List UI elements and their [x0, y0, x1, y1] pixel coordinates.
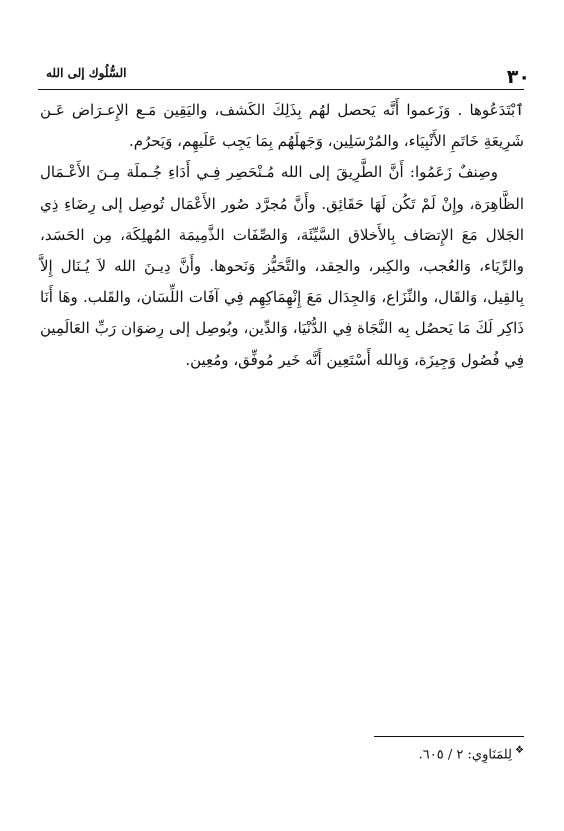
footnote	[419, 745, 524, 762]
main-text	[40, 95, 524, 376]
footnote-rule	[374, 736, 524, 737]
paragraph: ٱبْتَدَعُوها . وَزَعموا أَنَّه يَحصل لهُم بِذَلِكَ الكَشف، واليَقِين مَـع الإِعـرَاض عَـن شَرِيعَةِ خَاتَمِ الأَنْبِيَاء، والمُرْسَلِين، وَجَهلَهُم بِمَا يَجِب عَلَيهِم، وَيَحرُم.	[40, 101, 524, 151]
footnote-mark: ❖	[515, 745, 524, 756]
page-number: ٣٠	[506, 66, 530, 88]
footnote-text: لِلمَنَاوِي: ٢ / ٦٠٥.	[418, 747, 513, 763]
header-rule	[38, 89, 524, 90]
running-title: السُّلُوك إلى الله	[46, 66, 127, 80]
paragraph: وصِنفٌ زَعَمُوا: أَنَّ الطَّرِيقَ إلى الله مُـنْحَصِر فِـي أَدَاءِ جُـملَة مِـنَ الأَعْـمَال الظَّاهِرَة، وإِنْ لَمْ تَكُن لَهَا حَقَائِق. وأَنَّ مُجرَّد صُور الأَعْمَال تُوصِل إلى رِضَاءِ ذِي الجَلال مَعَ الإِتصَاف بِالأَخلاق السَّيِّئَة، وَالصِّفَات الذَّمِيمَة المُهلِكَة، مِن الحَسَد، والرِّيَاء، وَالعُجب، والكِبر، والحِقد، والتَّحَيُّز وَنَحوها. وأَنَّ دِيـنَ الله لاَ يُـنَال إِلاَّ بِالقِيل، وَالقَال، والنِّزَاع، وَالجِدَال مَعَ إِنْهِمَاكِهِم فِي آفَات اللِّسَان، والقَلب. وهَا أَنَا ذَاكِر لَكَ مَا يَحصُل بِه النَّجَاة فِي الدُّنْيَا، وَالدِّين، وبُوصِل إلى رِضوَان رَبِّ العَالَمِين فِي فُصُول وَجِيزَة، وَبِالله أَسْتَعِين أَنَّه خَير مُوفِّق، ومُعِين.	[40, 163, 524, 369]
